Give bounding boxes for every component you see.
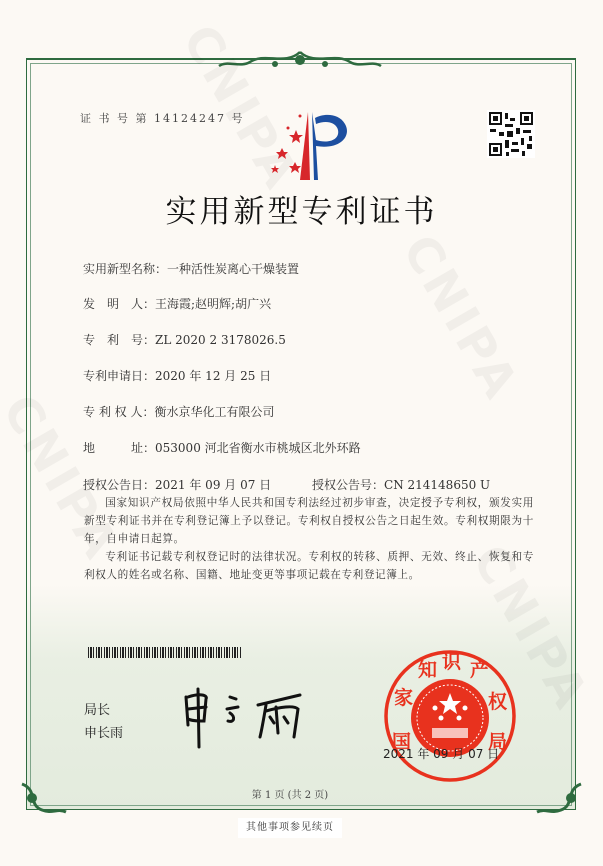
legal-text: [84, 494, 534, 584]
field-value: ZL 2020 2 3178026.5: [155, 333, 286, 347]
seal-date: 2021 年 09 月 07 日: [383, 747, 500, 761]
field-label: 授权公告号：: [312, 478, 385, 492]
field-grant-date: [83, 476, 271, 493]
field-value: 053000 河北省衡水市桃城区北外环路: [155, 441, 361, 455]
field-value: 一种活性炭离心干燥装置: [167, 262, 300, 276]
field-value: 2021 年 09 月 07 日: [155, 478, 272, 492]
qr-code: [487, 110, 535, 158]
seal-char: 家: [394, 687, 414, 709]
director-title: 局长: [84, 703, 111, 718]
field-label: 专 利 号：: [83, 333, 156, 347]
field-inventors: [83, 295, 271, 312]
field-utility-model-name: [83, 260, 299, 277]
seal-char: 国: [392, 731, 412, 753]
field-label: 授权公告日：: [83, 478, 156, 492]
field-grant-number: [312, 476, 490, 493]
seal-char: 识: [442, 651, 462, 673]
seal-char: 权: [488, 691, 508, 713]
field-value: CN 214148650 U: [384, 478, 491, 492]
field-value: 2020 年 12 月 25 日: [155, 369, 272, 383]
certificate-number: 证 书 号 第 14124247 号: [80, 112, 245, 125]
field-value: 王海霞;赵明辉;胡广兴: [155, 297, 272, 311]
field-address: [83, 439, 361, 456]
director-name: 申长雨: [84, 726, 124, 741]
seal-char: 产: [470, 659, 490, 681]
field-label: 专利申请日：: [83, 369, 156, 383]
field-application-date: [83, 367, 271, 384]
field-label: 专 利 权 人：: [83, 405, 155, 419]
field-value: 衡水京华化工有限公司: [154, 405, 275, 419]
cnipa-logo: [260, 110, 355, 182]
continuation-note: 其他事项参见续页: [238, 818, 342, 838]
paragraph: 国家知识产权局依照中华人民共和国专利法经过初步审查，决定授予专利权，颁发实用新型专利证书并在专利登记簿上予以登记。专利权自授权公告之日起生效。专利权期限为十年，自申请日起算。: [84, 497, 534, 545]
barcode: [88, 647, 241, 658]
field-patent-number: [83, 331, 286, 348]
seal-char: 知: [418, 659, 438, 681]
paragraph: 专利证书记载专利权登记时的法律状况。专利权的转移、质押、无效、终止、恢复和专利权人的姓名或名称、国籍、地址变更等事项记载在专利登记簿上。: [84, 551, 534, 581]
field-label: 地 址：: [83, 441, 156, 455]
official-seal: [380, 648, 520, 786]
field-label: 发 明 人：: [83, 297, 156, 311]
page-number: 第 1 页 (共 2 页): [251, 790, 329, 801]
director-signature: [180, 685, 320, 750]
field-patentee: [83, 403, 274, 420]
seal-char: 局: [488, 731, 508, 753]
field-label: 实用新型名称：: [83, 262, 168, 276]
document-title: 实用新型专利证书: [165, 194, 438, 230]
